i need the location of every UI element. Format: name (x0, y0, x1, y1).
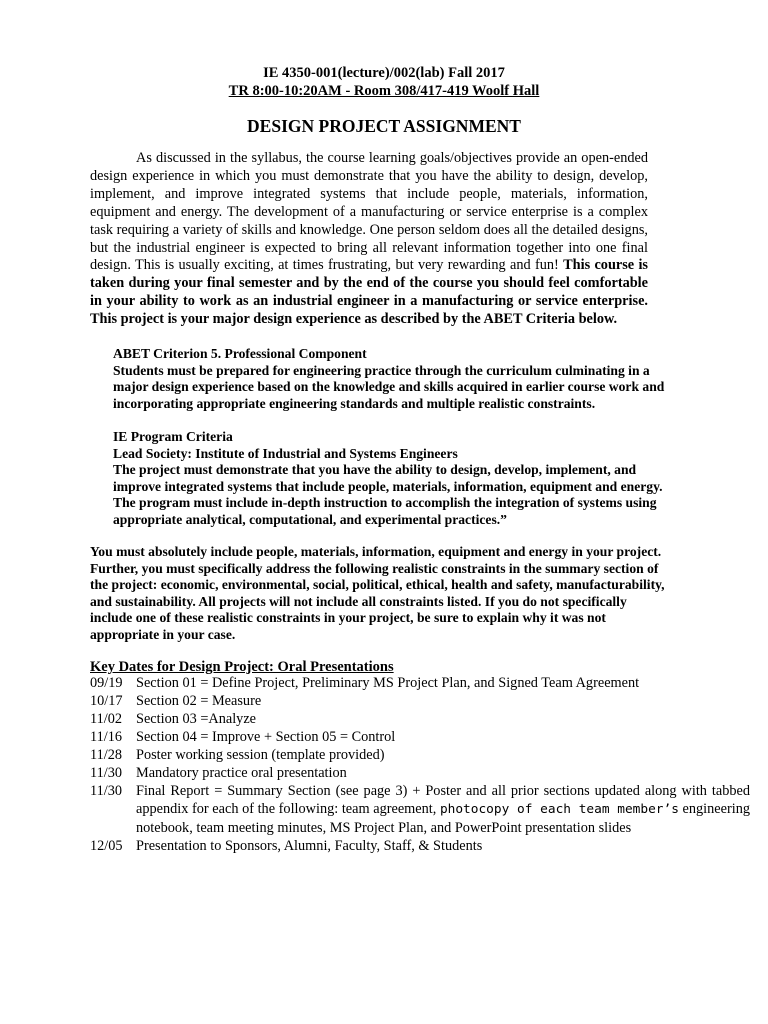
final-report-text-mono: photocopy of each team member’s (439, 802, 679, 817)
date-description: Section 02 = Measure (136, 693, 262, 709)
date-row (90, 837, 750, 855)
page-title: DESIGN PROJECT ASSIGNMENT (247, 116, 521, 136)
requirements-block (90, 544, 690, 643)
date-description: Presentation to Sponsors, Alumni, Faculty, Staff, & Students (136, 838, 483, 854)
course-header: IE 4350-001(lecture)/002(lab) Fall 2017 (263, 65, 505, 81)
key-dates-heading: Key Dates for Design Project: Oral Presentations (90, 659, 394, 675)
final-report-text-a: Final Report = Summary Section (see page 3) + Poster and all prior sections updated along with tabbed appendix for each of the following: team agreement, (136, 783, 750, 817)
final-report-text-b: engineering notebook, team meeting minutes, MS Project Plan, and PowerPoint presentation slides (136, 801, 750, 836)
date-description: Section 03 =Analyze (136, 711, 257, 727)
date-row (90, 674, 750, 692)
key-dates-list (90, 674, 750, 855)
date: 11/16 (90, 729, 123, 745)
date: 11/30 (90, 765, 123, 781)
abet-line: major design experience based on the knowledge and skills acquired in earlier course work and (113, 379, 665, 395)
lead-society: Lead Society: Institute of Industrial and Systems Engineers (113, 445, 458, 461)
requirements-line: and sustainability. All projects will not include all constraints listed. If you do not specifically (90, 593, 627, 609)
intro-paragraph (90, 150, 648, 329)
date-row (90, 710, 750, 728)
requirements-line: You must absolutely include people, materials, information, equipment and energy in your project. (90, 544, 662, 559)
intro-text: As discussed in the syllabus, the course learning goals/objectives provide an open-ended design experience in which you must demonstrate that you have the ability to design, develop, implement, and improve integrated systems that include people, materials, information, equipment and energy. The development of a manufacturing or service enterprise is a complex task requiring a variety of skills and knowledge. One person seldom does all the detailed designs, but the industrial engineer is expected to bring all relevant information together into one final design. This is usually exciting, at times frustrating, but very rewarding and fun! (90, 150, 648, 274)
ie-program-line: The project must demonstrate that you have the ability to design, develop, implement, and (113, 462, 637, 478)
requirements-line: appropriate in your case. (90, 626, 236, 642)
date-description (136, 782, 750, 837)
intro-bold-text: This course is taken during your final semester and by the end of the course you should feel comfortable in your ability to work as an industrial engineer in a manufacturing or service enterprise. This project is your major design experience as described by the ABET Criteria below. (90, 257, 648, 328)
requirements-line: include one of these realistic constraints in your project, be sure to explain why it was not (90, 610, 606, 625)
date-row (90, 782, 750, 837)
date-row (90, 728, 750, 746)
date: 11/28 (90, 747, 123, 763)
ie-program-line: appropriate analytical, computational, and experimental practices.” (113, 511, 507, 527)
abet-heading: ABET Criterion 5. Professional Component (113, 346, 367, 361)
ie-program-block (113, 429, 673, 529)
ie-program-line: improve integrated systems that include people, materials, information, equipment and energy. (113, 478, 663, 494)
ie-program-heading: IE Program Criteria (113, 429, 233, 444)
date-description: Poster working session (template provided) (136, 747, 385, 763)
schedule-text: TR 8:00-10:20AM - Room 308/417-419 Woolf Hall (228, 83, 540, 99)
requirements-line: the project: economic, environmental, social, political, ethical, health and safety, manufacturability, (90, 577, 665, 592)
date: 09/19 (90, 675, 123, 691)
date: 11/30 (90, 783, 123, 799)
date-row (90, 746, 750, 764)
date-description: Mandatory practice oral presentation (136, 765, 347, 781)
abet-criterion-block (113, 346, 673, 412)
date-row (90, 764, 750, 782)
date: 12/05 (90, 838, 123, 854)
schedule-header (0, 82, 768, 100)
date-description: Section 04 = Improve + Section 05 = Control (136, 729, 396, 745)
date: 10/17 (90, 693, 123, 709)
date-description: Section 01 = Define Project, Preliminary MS Project Plan, and Signed Team Agreement (136, 675, 640, 691)
abet-line: incorporating appropriate engineering standards and multiple realistic constraints. (113, 395, 596, 411)
requirements-line: Further, you must specifically address the following realistic constraints in the summary section of (90, 560, 659, 576)
abet-line: Students must be prepared for engineering practice through the curriculum culminating in a (113, 362, 650, 378)
date-row (90, 692, 750, 710)
ie-program-line: The program must include in-depth instruction to accomplish the integration of systems using (113, 495, 657, 511)
date: 11/02 (90, 711, 123, 727)
